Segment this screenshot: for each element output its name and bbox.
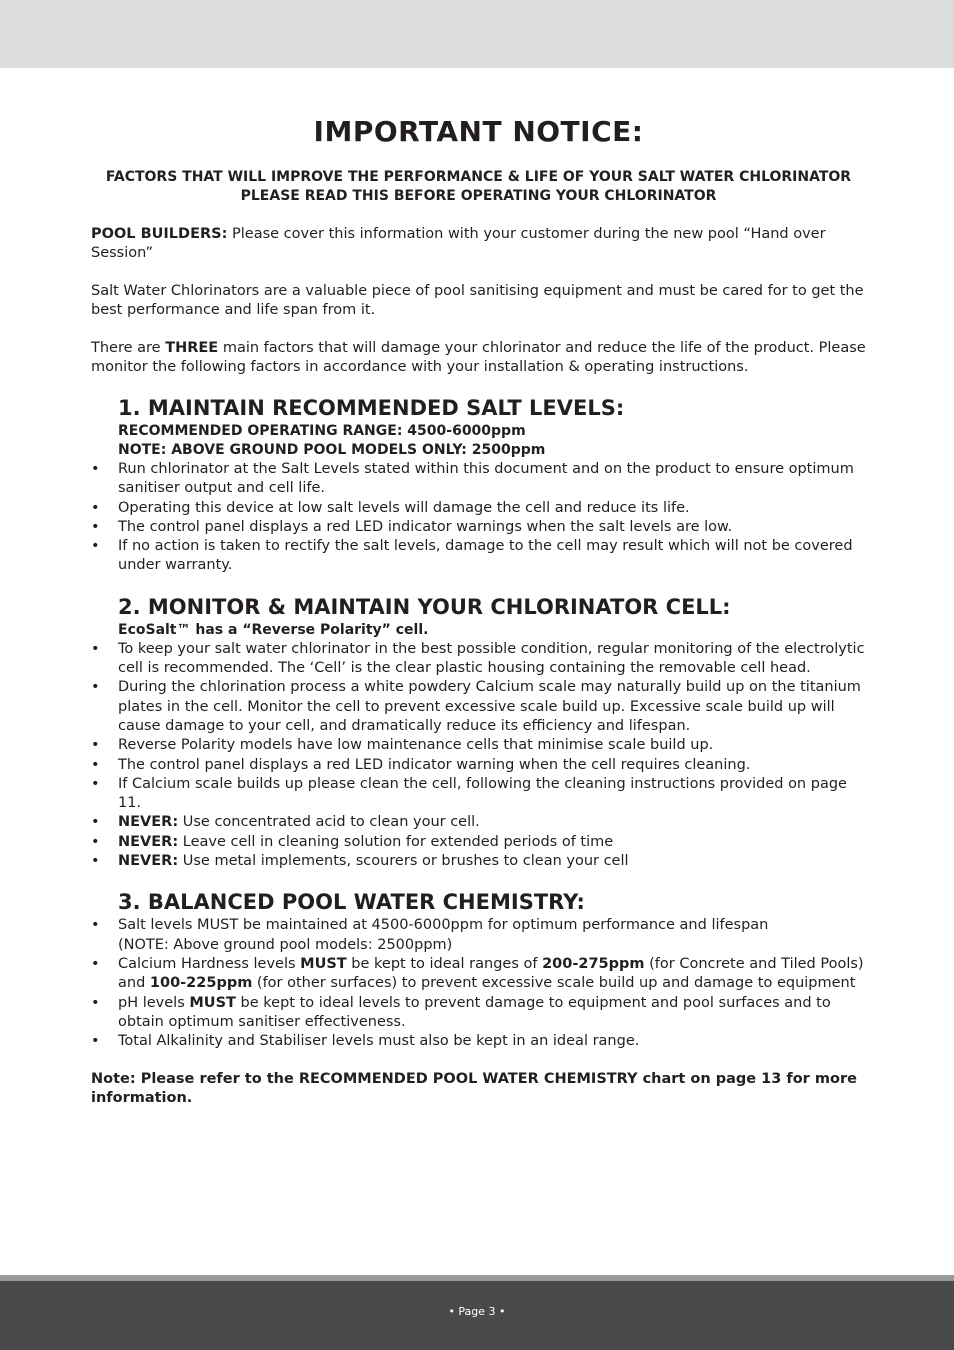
bullet-icon: •	[91, 814, 100, 831]
list-item	[91, 499, 866, 518]
section-2-reverse-polarity-note: EcoSalt™ has a “Reverse Polarity” cell.	[118, 621, 429, 638]
bullet-icon: •	[91, 756, 100, 773]
list-item	[91, 460, 866, 499]
list-item	[91, 833, 866, 852]
emphasis-text: MUST	[189, 994, 236, 1011]
list-item-text: be kept to ideal levels to prevent damage to equipment and pool surfaces and to obtain optimum sanitiser effectiveness.	[118, 994, 831, 1030]
bullet-icon: •	[91, 917, 100, 934]
subtitle-line-2: PLEASE READ THIS BEFORE OPERATING YOUR CHLORINATOR	[240, 188, 717, 204]
list-item	[91, 537, 866, 576]
emphasis-text: 200-275ppm	[542, 955, 645, 972]
section-1-operating-range: RECOMMENDED OPERATING RANGE: 4500-6000ppm	[118, 423, 526, 439]
list-item	[91, 994, 866, 1033]
emphasis-text: MUST	[300, 955, 347, 972]
note-text: Note: Please refer to the RECOMMENDED POOL WATER CHEMISTRY chart on page 13 for more information.	[91, 1071, 857, 1107]
section-3-list	[91, 916, 866, 1051]
bullet-icon: •	[91, 833, 100, 850]
three-factors-text-a: There are	[91, 340, 166, 356]
bullet-icon: •	[91, 737, 100, 754]
list-item	[91, 518, 866, 537]
list-item-text: Total Alkalinity and Stabiliser levels must also be kept in an ideal range.	[118, 1033, 640, 1050]
three-factors-emphasis: THREE	[165, 340, 219, 356]
section-1-above-ground-note: NOTE: ABOVE GROUND POOL MODELS ONLY: 2500ppm	[118, 442, 546, 458]
list-item-text: be kept to ideal ranges of	[346, 955, 543, 972]
page-number: • Page 3 •	[448, 1305, 506, 1318]
list-item-text: If no action is taken to rectify the salt levels, damage to the cell may result which will not be covered under warranty.	[118, 538, 853, 574]
list-item-text: If Calcium scale builds up please clean the cell, following the cleaning instructions provided on page 11.	[118, 775, 847, 812]
list-item	[91, 678, 866, 736]
list-item	[91, 1032, 866, 1051]
section-3-heading: 3. BALANCED POOL WATER CHEMISTRY:	[118, 890, 585, 915]
list-item-text: (for other surfaces) to prevent excessive scale build up and damage to equipment	[252, 975, 856, 992]
list-item-text: (NOTE: Above ground pool models: 2500ppm)	[118, 936, 453, 953]
page-title: IMPORTANT NOTICE:	[313, 115, 644, 148]
list-item	[91, 852, 866, 871]
never-label: NEVER:	[118, 853, 179, 870]
list-item	[91, 736, 866, 755]
three-factors-text-b: main factors that will damage your chlorinator and reduce the life of the product. Please monitor the following factors in accordance with your installation & operating instructions.	[91, 340, 866, 375]
bullet-icon: •	[91, 518, 100, 535]
bullet-icon: •	[91, 853, 100, 870]
bullet-icon: •	[91, 955, 100, 972]
list-item-text: (for Concrete and Tiled Pools) and	[118, 955, 864, 992]
header-band	[0, 0, 954, 68]
never-label: NEVER:	[118, 814, 179, 831]
section-2-heading: 2. MONITOR & MAINTAIN YOUR CHLORINATOR CELL:	[118, 594, 731, 619]
list-item	[91, 775, 866, 814]
bullet-icon: •	[91, 994, 100, 1011]
bullet-icon: •	[91, 775, 100, 792]
list-item-text: Use metal implements, scourers or brushes to clean your cell	[178, 853, 629, 870]
pool-builders-text: Please cover this information with your customer during the new pool “Hand over Session”	[91, 226, 826, 261]
list-item-text: The control panel displays a red LED indicator warning when the cell requires cleaning.	[118, 756, 751, 773]
subtitle-line-1: FACTORS THAT WILL IMPROVE THE PERFORMANCE & LIFE OF YOUR SALT WATER CHLORINATOR	[105, 169, 852, 185]
notice-content	[91, 115, 866, 1108]
three-factors-paragraph	[91, 339, 866, 377]
list-item-text: The control panel displays a red LED indicator warnings when the salt levels are low.	[118, 518, 733, 535]
list-item-text: During the chlorination process a white powdery Calcium scale may naturally build up on the titanium plates in the cell. Monitor the cell to prevent excessive scale build up. Excessive scale build up will cause damage to your cell, and dramatically reduce its efficiency and lifespan.	[118, 679, 861, 734]
list-item	[91, 916, 866, 955]
section-1-list	[91, 460, 866, 576]
bullet-icon: •	[91, 679, 100, 696]
bullet-icon: •	[91, 538, 100, 555]
bullet-icon: •	[91, 1033, 100, 1050]
list-item	[91, 640, 866, 679]
list-item-text: Salt levels MUST be maintained at 4500-6000ppm for optimum performance and lifespan	[118, 917, 769, 934]
bullet-icon: •	[91, 499, 100, 516]
bullet-icon: •	[91, 461, 100, 477]
bullet-icon: •	[91, 640, 100, 657]
list-item-text: Operating this device at low salt levels will damage the cell and reduce its life.	[118, 499, 690, 516]
emphasis-text: 100-225ppm	[149, 975, 253, 992]
list-item-text: pH levels	[118, 994, 190, 1011]
list-item-text: Run chlorinator at the Salt Levels stated within this document and on the product to ensure optimum sanitiser output and cell life.	[118, 461, 854, 497]
list-item-text: Use concentrated acid to clean your cell.	[178, 814, 480, 831]
list-item	[91, 955, 866, 994]
list-item-text: Calcium Hardness levels	[118, 955, 301, 972]
pool-builders-paragraph	[91, 225, 866, 263]
section-1-heading: 1. MAINTAIN RECOMMENDED SALT LEVELS:	[118, 396, 625, 420]
never-label: NEVER:	[118, 833, 179, 850]
intro-paragraph: Salt Water Chlorinators are a valuable piece of pool sanitising equipment and must be cared for to get the best performance and life span from it.	[91, 283, 864, 318]
list-item-text: Leave cell in cleaning solution for extended periods of time	[178, 833, 614, 850]
chemistry-chart-note	[91, 1070, 866, 1108]
list-item-text: Reverse Polarity models have low maintenance cells that minimise scale build up.	[118, 737, 714, 754]
list-item	[91, 813, 866, 832]
section-2-list	[91, 640, 866, 872]
list-item-text: To keep your salt water chlorinator in the best possible condition, regular monitoring of the electrolytic cell is recommended. The ‘Cell’ is the clear plastic housing containing the removable cell head.	[118, 640, 865, 677]
list-item	[91, 756, 866, 775]
pool-builders-label: POOL BUILDERS:	[91, 226, 228, 242]
